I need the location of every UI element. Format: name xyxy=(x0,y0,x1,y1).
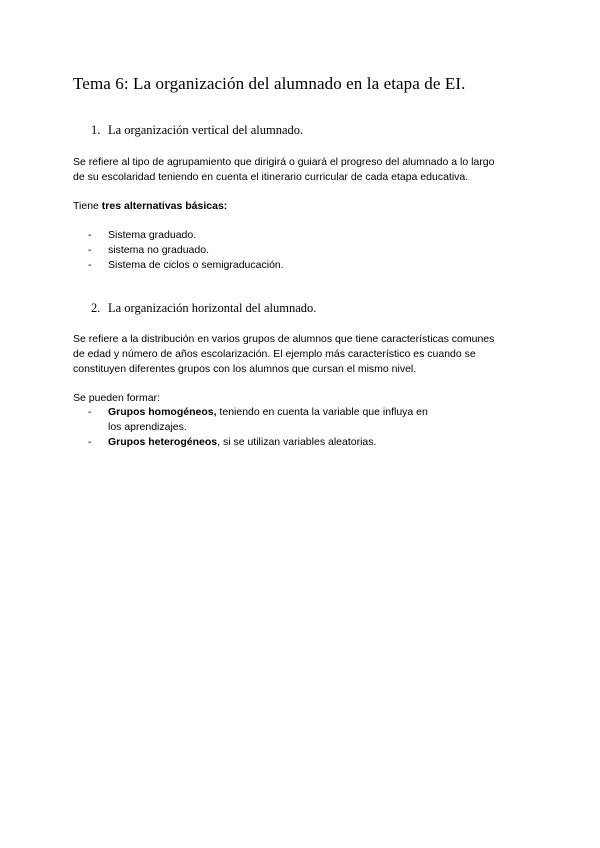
list-item-text: Sistema de ciclos o semigraducación. xyxy=(108,259,284,271)
list-item-text: Sistema graduado. xyxy=(108,229,197,241)
list-item-bold: Grupos homogéneos, xyxy=(108,406,217,418)
dash-bullet: - xyxy=(88,436,92,448)
list-item xyxy=(88,228,284,243)
list-item-text: teniendo en cuenta la variable que influya en los aprendizajes. xyxy=(108,406,428,433)
paragraph-line: de su escolaridad teniendo en cuenta el itinerario curricular de cada etapa educativa. xyxy=(73,171,469,183)
paragraph-line: de edad y número de años escolarización. El ejemplo más característico es cuando se xyxy=(73,348,476,360)
list-item xyxy=(88,405,438,435)
list-item-bold: Grupos heterogéneos xyxy=(108,436,218,448)
section-1-paragraph xyxy=(73,155,533,185)
section-2-title: La organización horizontal del alumnado. xyxy=(108,301,317,315)
section-1-title: La organización vertical del alumnado. xyxy=(108,123,304,137)
section-1-intro xyxy=(73,199,533,214)
section-1-number: 1. xyxy=(91,123,101,137)
list-item xyxy=(88,243,284,258)
section-1-heading xyxy=(91,123,303,138)
list-item xyxy=(88,258,284,273)
intro-bold-text: tres alternativas básicas: xyxy=(101,200,228,212)
section-2-heading xyxy=(91,301,316,316)
list-item xyxy=(88,435,438,450)
section-2-list xyxy=(88,405,438,450)
dash-bullet: - xyxy=(88,259,92,271)
section-2-number: 2. xyxy=(91,301,101,315)
dash-bullet: - xyxy=(88,406,92,418)
section-1-list xyxy=(88,228,284,273)
dash-bullet: - xyxy=(88,244,92,256)
list-item-text: , si se utilizan variables aleatorias. xyxy=(217,436,377,448)
intro-text: Tiene xyxy=(73,200,102,212)
document-title: Tema 6: La organización del alumnado en la etapa de EI. xyxy=(73,74,466,93)
section-2-paragraph xyxy=(73,332,533,377)
paragraph-line: constituyen diferentes grupos con los alumnos que cursan el mismo nivel. xyxy=(73,363,417,375)
paragraph-line: Se refiere a la distribución en varios grupos de alumnos que tiene características comunes xyxy=(73,333,495,345)
intro-text: Se pueden formar: xyxy=(73,392,160,404)
list-item-text: sistema no graduado. xyxy=(108,244,209,256)
dash-bullet: - xyxy=(88,229,92,241)
section-2-intro xyxy=(73,391,533,406)
paragraph-line: Se refiere al tipo de agrupamiento que dirigirá o guiará el progreso del alumnado a lo largo xyxy=(73,156,495,168)
